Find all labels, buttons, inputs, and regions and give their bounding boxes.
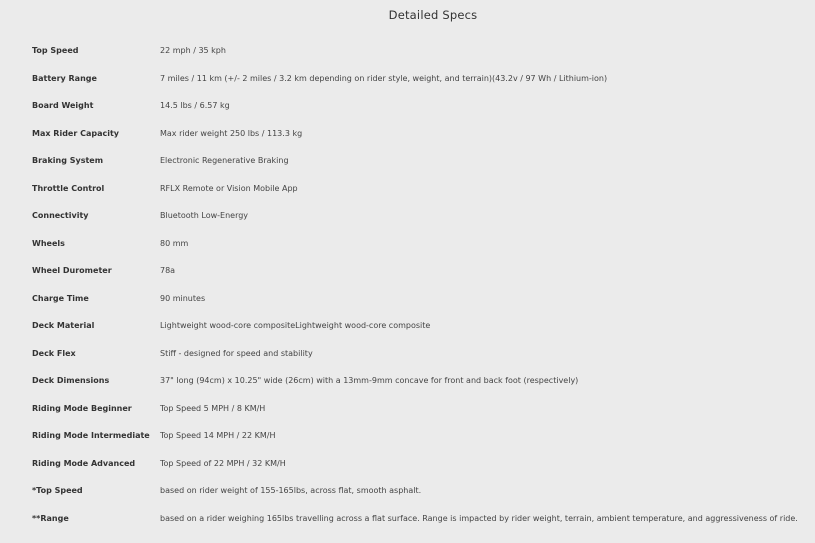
spec-value: 14.5 lbs / 6.57 kg: [160, 101, 230, 111]
spec-value: Bluetooth Low-Energy: [160, 211, 249, 221]
spec-label: Riding Mode Intermediate: [32, 431, 150, 441]
spec-label: Charge Time: [32, 293, 89, 303]
spec-row-deck-material: [32, 312, 812, 340]
spec-row-throttle-control: [32, 175, 812, 203]
spec-label: Max Rider Capacity: [32, 128, 120, 138]
spec-label: Riding Mode Beginner: [32, 403, 132, 413]
spec-label: **Range: [32, 513, 69, 523]
spec-row-wheels: [32, 230, 812, 258]
spec-value: based on rider weight of 155-165lbs, across flat, smooth asphalt.: [160, 486, 422, 496]
spec-value: Stiff - designed for speed and stability: [160, 348, 313, 358]
spec-label: Battery Range: [32, 73, 97, 83]
spec-value: Top Speed 14 MPH / 22 KM/H: [160, 431, 276, 441]
spec-row-battery-range: [32, 65, 812, 93]
spec-value: 78a: [160, 266, 176, 276]
spec-value: Top Speed of 22 MPH / 32 KM/H: [160, 458, 286, 468]
spec-label: Connectivity: [32, 211, 89, 221]
spec-value: Lightweight wood-core compositeLightweight wood-core composite: [160, 321, 431, 331]
spec-label: *Top Speed: [32, 486, 83, 496]
spec-label: Deck Material: [32, 321, 95, 331]
spec-label: Deck Dimensions: [32, 376, 110, 386]
spec-label: Braking System: [32, 156, 104, 166]
spec-row-riding-mode-advanced: [32, 450, 812, 478]
spec-value: 22 mph / 35 kph: [160, 46, 226, 56]
spec-value: Max rider weight 250 lbs / 113.3 kg: [160, 128, 303, 138]
spec-value: 90 minutes: [160, 293, 206, 303]
spec-label: Board Weight: [32, 101, 94, 111]
spec-label: Top Speed: [32, 46, 79, 56]
spec-row-wheel-durometer: [32, 257, 812, 285]
spec-row-top-speed: [32, 37, 812, 65]
spec-value: 7 miles / 11 km (+/- 2 miles / 3.2 km depending on rider style, weight, and terrain)(43.2v / 97 Wh / Lithium-ion): [160, 73, 608, 83]
spec-row-board-weight: [32, 92, 812, 120]
spec-row-riding-mode-beginner: [32, 395, 812, 423]
spec-value: RFLX Remote or Vision Mobile App: [160, 183, 298, 193]
spec-row-max-rider-capacity: [32, 120, 812, 148]
spec-row-connectivity: [32, 202, 812, 230]
spec-value: based on a rider weighing 165lbs travelling across a flat surface. Range is impacted by rider weight, terrain, ambient temperature, and aggressiveness of ride.: [160, 513, 798, 523]
spec-value: 37" long (94cm) x 10.25" wide (26cm) with a 13mm-9mm concave for front and back foot (respectively): [160, 376, 579, 386]
spec-row-range-footnote: [32, 505, 812, 533]
spec-label: Throttle Control: [32, 183, 105, 193]
spec-label: Deck Flex: [32, 348, 76, 358]
spec-value: 80 mm: [160, 238, 189, 248]
spec-row-top-speed-footnote: [32, 477, 812, 505]
specs-table: [32, 37, 812, 532]
spec-row-braking-system: [32, 147, 812, 175]
spec-row-charge-time: [32, 285, 812, 313]
page-title: Detailed Specs: [388, 8, 478, 22]
spec-row-deck-flex: [32, 340, 812, 368]
spec-label: Riding Mode Advanced: [32, 458, 136, 468]
spec-label: Wheels: [32, 238, 65, 248]
spec-row-riding-mode-intermediate: [32, 422, 812, 450]
spec-label: Wheel Durometer: [32, 266, 112, 276]
spec-value: Electronic Regenerative Braking: [160, 156, 289, 166]
spec-value: Top Speed 5 MPH / 8 KM/H: [160, 403, 266, 413]
spec-row-deck-dimensions: [32, 367, 812, 395]
